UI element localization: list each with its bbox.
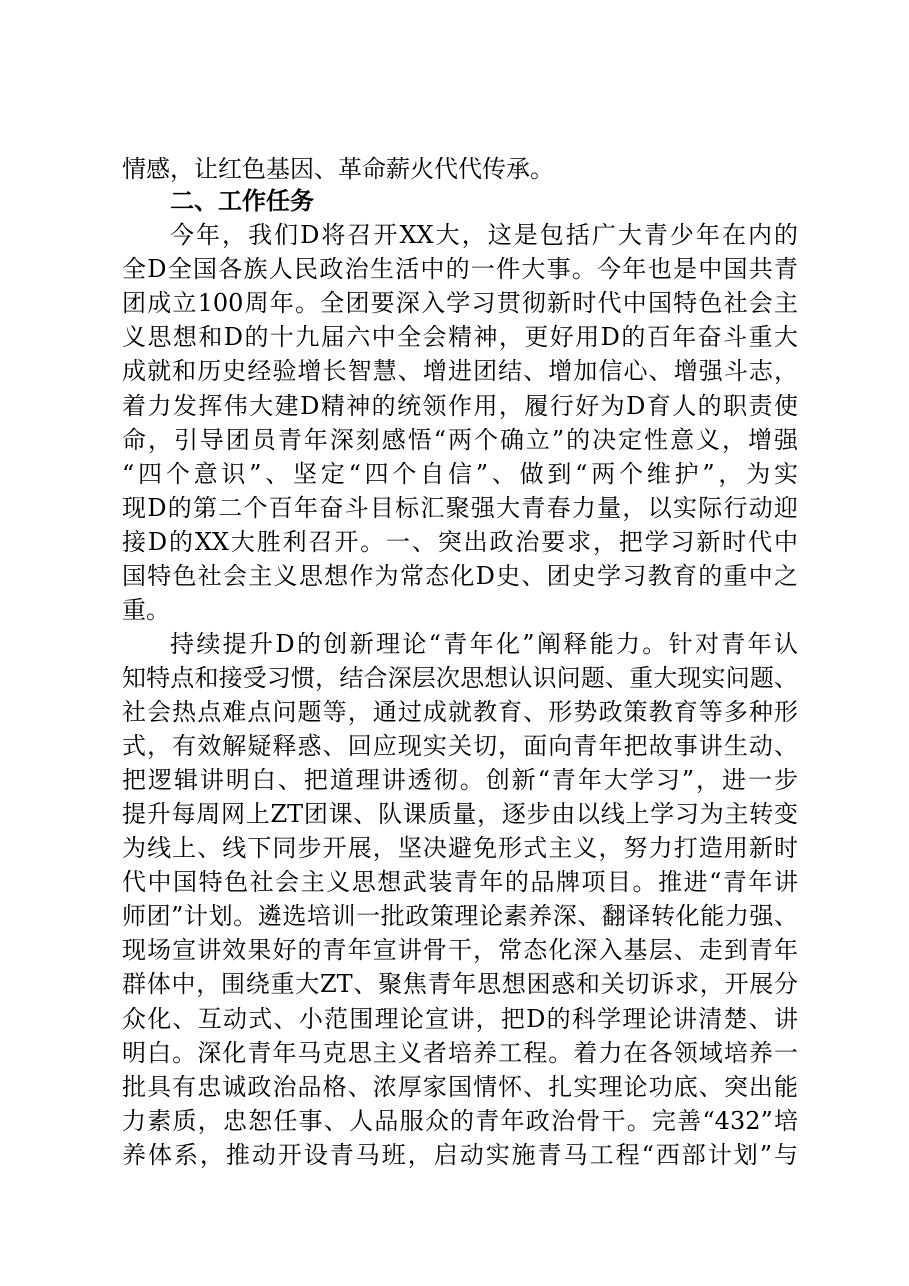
paragraph-1-line: 着力发挥伟大建D精神的统领作用，履行好为D育人的职责使 — [122, 392, 798, 420]
paragraph-1-line: 重。 — [122, 596, 170, 624]
paragraph-2-line: 众化、互动式、小范围理论宣讲，把D的科学理论讲清楚、讲 — [122, 1005, 798, 1033]
paragraph-1-line: 现D的第二个百年奋斗目标汇聚强大青春力量，以实际行动迎 — [122, 494, 798, 522]
paragraph-2-line: 把逻辑讲明白、把道理讲透彻。创新“青年大学习”，进一步 — [122, 766, 798, 794]
paragraph-2-line: 明白。深化青年马克思主义者培养工程。着力在各领域培养一 — [122, 1039, 798, 1067]
paragraph-2-line: 代中国特色社会主义思想武装青年的品牌项目。推进“青年讲 — [122, 868, 798, 896]
paragraph-2-line: 持续提升D的创新理论“青年化”阐释能力。针对青年认 — [170, 630, 798, 658]
paragraph-1-line: 团成立100周年。全团要深入学习贯彻新时代中国特色社会主 — [122, 289, 798, 317]
paragraph-1-line: 命，引导团员青年深刻感悟“两个确立”的决定性意义，增强 — [122, 426, 798, 454]
paragraph-1-line: 国特色社会主义思想作为常态化D史、团史学习教育的重中之 — [122, 562, 798, 590]
paragraph-1-line: 接D的XX大胜利召开。一、突出政治要求，把学习新时代中 — [122, 528, 798, 556]
paragraph-2-line: 社会热点难点问题等，通过成就教育、形势政策教育等多种形 — [122, 698, 798, 726]
paragraph-1-line: 全D全国各族人民政治生活中的一件大事。今年也是中国共青 — [122, 255, 798, 283]
paragraph-1-line: “四个意识”、坚定“四个自信”、做到“两个维护”，为实 — [122, 460, 798, 488]
paragraph-2-line: 群体中，围绕重大ZT、聚焦青年思想困惑和关切诉求，开展分 — [122, 970, 798, 998]
paragraph-2-line: 为线上、线下同步开展，坚决避免形式主义，努力打造用新时 — [122, 834, 798, 862]
paragraph-2-line: 知特点和接受习惯，结合深层次思想认识问题、重大现实问题、 — [122, 664, 798, 692]
paragraph-2-line: 师团”计划。遴选培训一批政策理论素养深、翻译转化能力强、 — [122, 902, 798, 930]
paragraph-1-line: 义思想和D的十九届六中全会精神，更好用D的百年奋斗重大 — [122, 323, 798, 351]
section-heading: 二、工作任务 — [170, 186, 314, 215]
intro-tail-line: 情感，让红色基因、革命薪火代代传承。 — [122, 155, 554, 183]
paragraph-2-line: 提升每周网上ZT团课、队课质量，逐步由以线上学习为主转变 — [122, 800, 798, 828]
paragraph-1-line: 今年，我们D将召开XX大，这是包括广大青少年在内的 — [170, 221, 798, 249]
paragraph-1-line: 成就和历史经验增长智慧、增进团结、增加信心、增强斗志， — [122, 357, 798, 385]
paragraph-2-line: 养体系，推动开设青马班，启动实施青马工程“西部计划”与 — [122, 1141, 798, 1169]
paragraph-2-line: 批具有忠诚政治品格、浓厚家国情怀、扎实理论功底、突出能 — [122, 1073, 798, 1101]
paragraph-2-line: 现场宣讲效果好的青年宣讲骨干，常态化深入基层、走到青年 — [122, 936, 798, 964]
paragraph-2-line: 式，有效解疑释惑、回应现实关切，面向青年把故事讲生动、 — [122, 732, 798, 760]
paragraph-2-line: 力素质，忠恕任事、人品服众的青年政治骨干。完善“432”培 — [122, 1107, 798, 1135]
